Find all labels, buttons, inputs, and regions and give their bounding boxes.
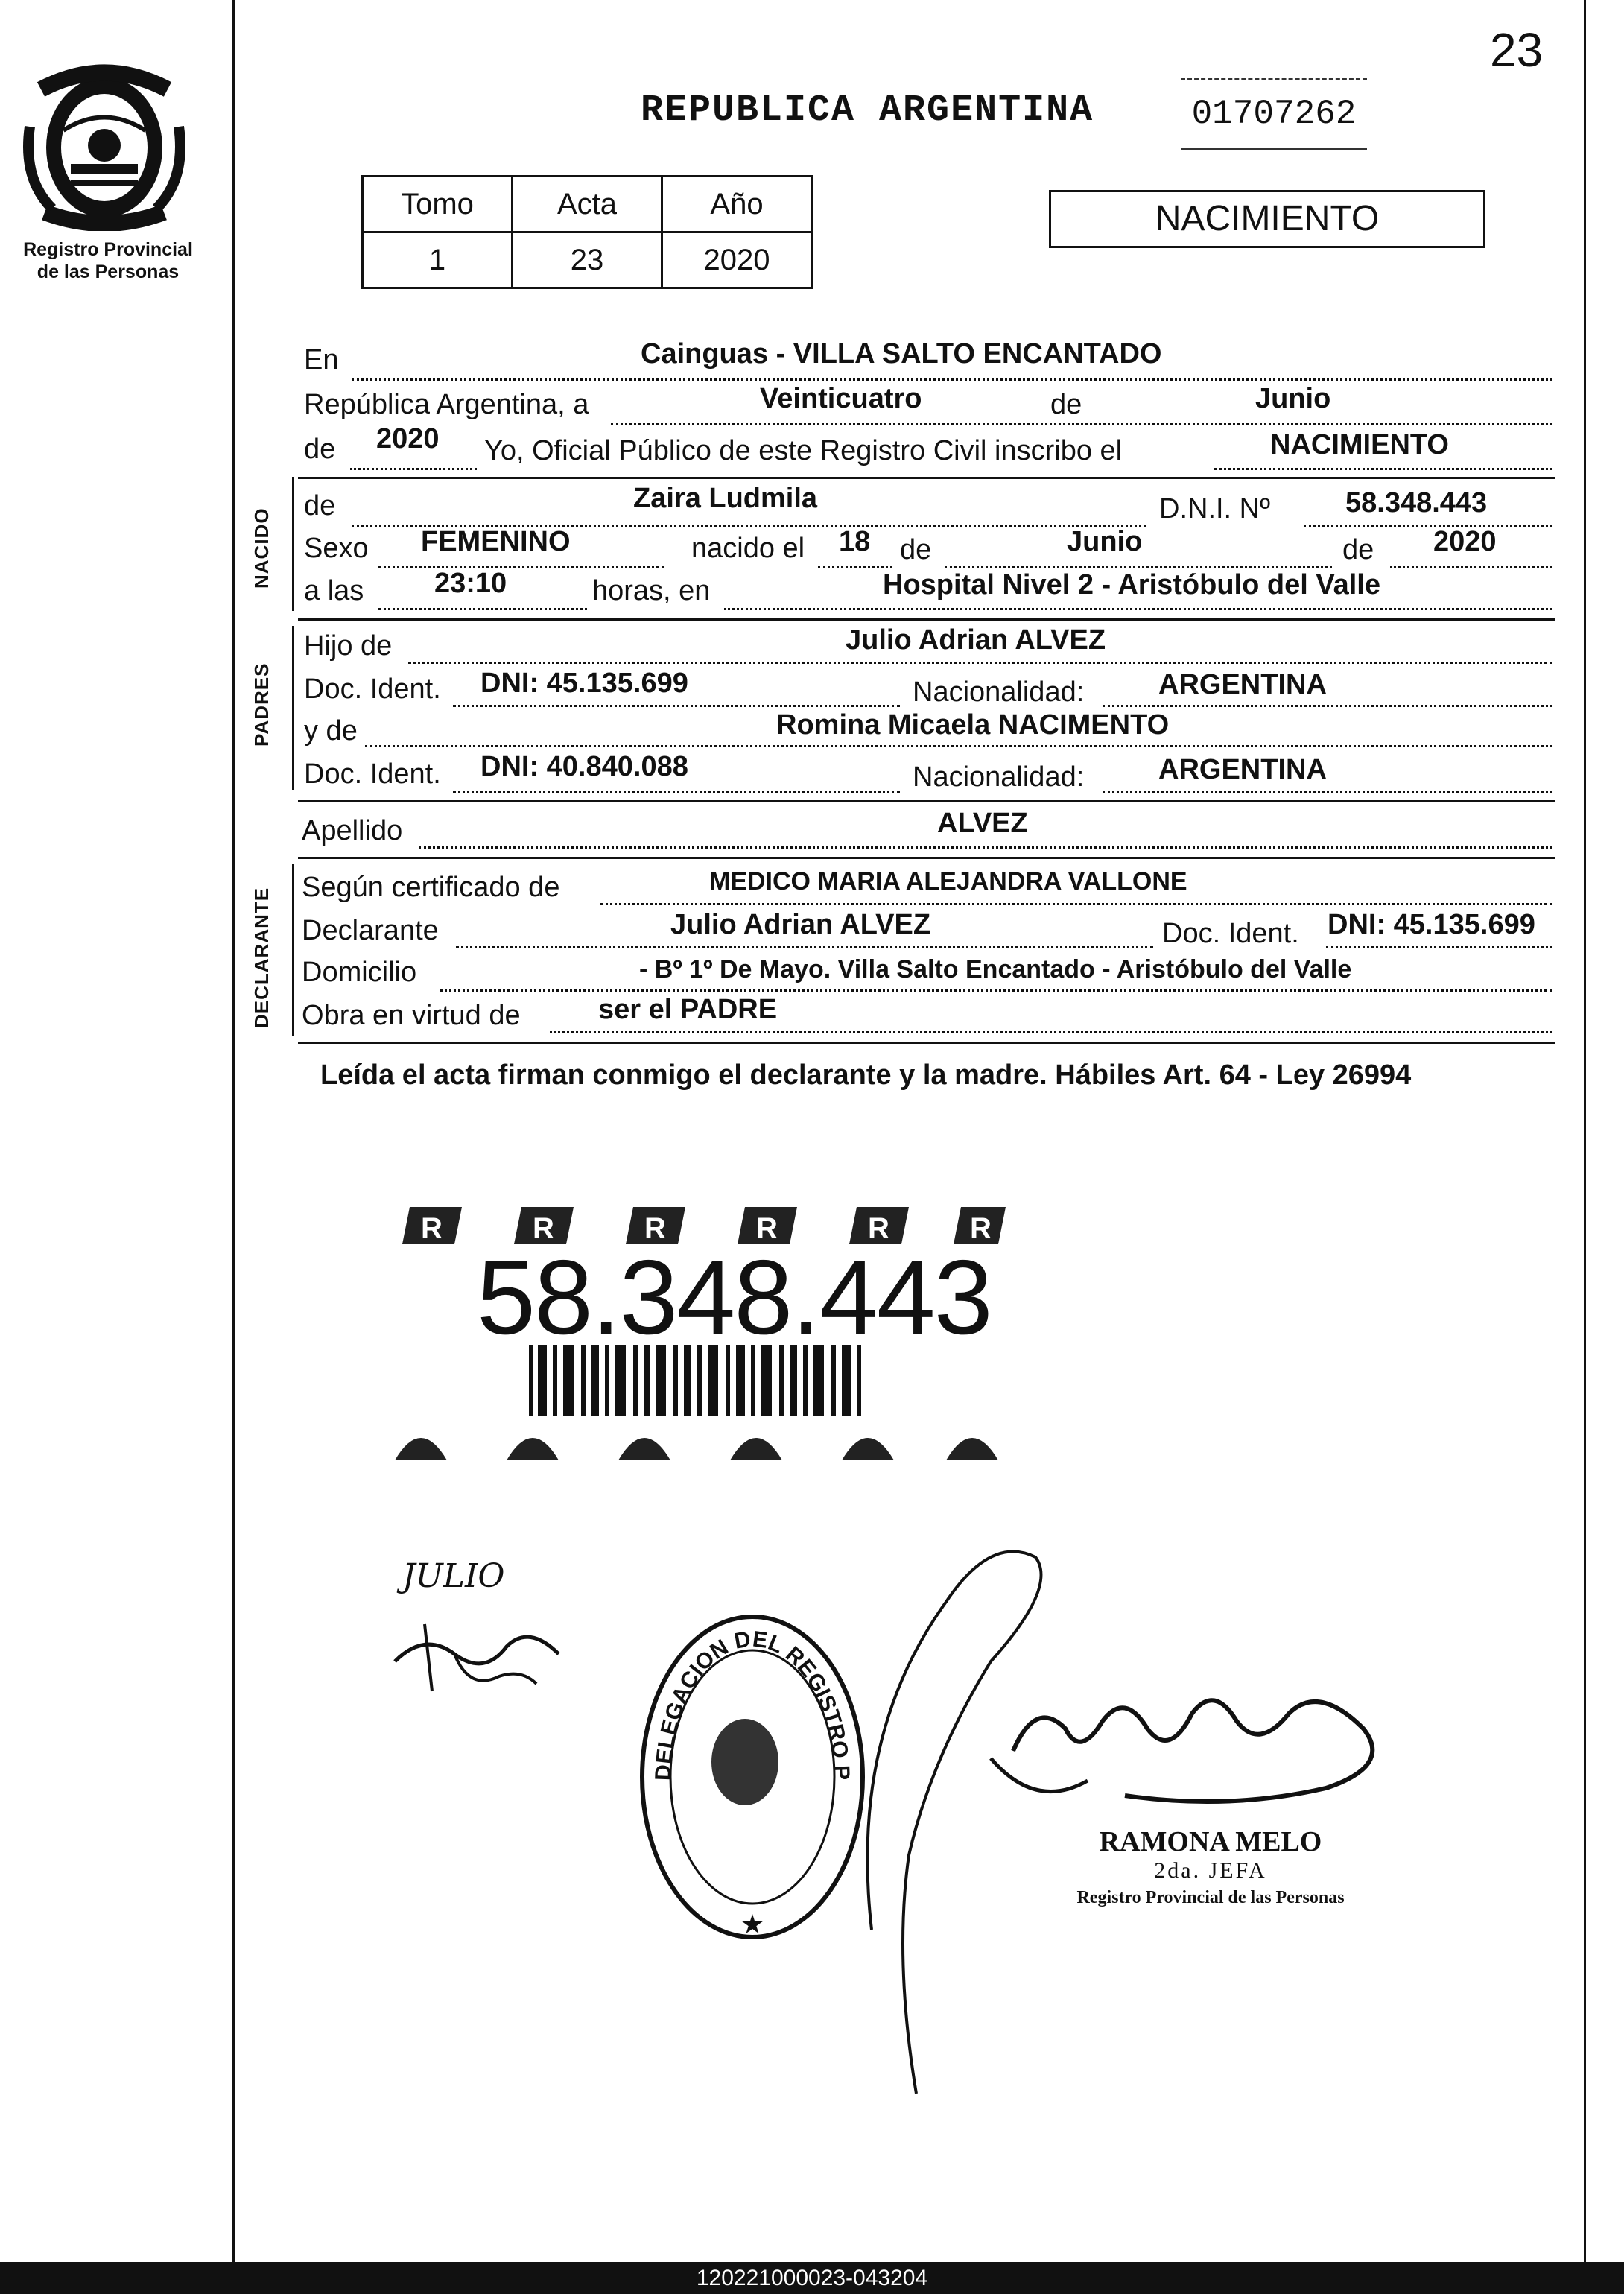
cert-value: MEDICO MARIA ALEJANDRA VALLONE [709, 867, 1187, 896]
dots [456, 946, 1153, 948]
birth-place: Hospital Nivel 2 - Aristóbulo del Valle [883, 569, 1380, 601]
section-separator [298, 857, 1555, 859]
horas-label: horas, en [592, 575, 711, 606]
domicilio-value: - Bº 1º De Mayo. Villa Salto Encantado - Aristóbulo del Valle [639, 955, 1352, 983]
declarante-bracket [292, 864, 294, 1036]
padres-bracket [292, 626, 294, 790]
hijo-de-label: Hijo de [304, 630, 393, 662]
page-number: 23 [1490, 23, 1544, 77]
dots [350, 468, 477, 470]
official-seal [626, 1594, 879, 1952]
child-sex: FEMENINO [421, 526, 571, 557]
obra-value: ser el PADRE [598, 994, 778, 1025]
svg-text:R: R [756, 1212, 778, 1245]
a-las-label: a las [304, 575, 364, 606]
birth-de-label: de [900, 534, 932, 565]
dots [611, 423, 1552, 425]
tomo-value: 1 [363, 232, 513, 288]
declarant-signature [380, 1542, 574, 1721]
father-nat-label: Nacionalidad: [913, 677, 1085, 708]
father-doc: DNI: 45.135.699 [480, 668, 688, 699]
logo-caption-line-2: de las Personas [37, 262, 180, 282]
dni-label: D.N.I. Nº [1159, 493, 1270, 525]
dots [365, 745, 1552, 747]
dots [1214, 468, 1552, 470]
sexo-label: Sexo [304, 533, 369, 564]
dots [378, 608, 587, 610]
official-signature [842, 1512, 1423, 2108]
apellido-label: Apellido [302, 815, 403, 846]
mother-doc-label: Doc. Ident. [304, 758, 441, 790]
svg-text:R: R [868, 1212, 889, 1245]
tomo-header: Tomo [363, 177, 513, 232]
section-separator [298, 618, 1555, 621]
nacido-el-label: nacido el [691, 533, 805, 564]
declarante-name: Julio Adrian ALVEZ [670, 909, 931, 940]
apellido-value: ALVEZ [937, 808, 1028, 839]
nacido-de-label: de [304, 490, 336, 522]
intro-year: 2020 [376, 423, 440, 454]
dots [1390, 566, 1552, 568]
y-de-label: y de [304, 715, 358, 747]
intro-month: Junio [1255, 383, 1331, 414]
father-nationality: ARGENTINA [1158, 669, 1327, 700]
dots [818, 566, 892, 568]
ano-value: 2020 [662, 232, 812, 288]
seal-text: DELEGACION DEL REGISTRO P [650, 1626, 854, 1781]
intro-de-label-2: de [304, 434, 336, 465]
section-separator [298, 1042, 1555, 1044]
dots [453, 705, 900, 707]
intro-de-label: de [1050, 389, 1082, 420]
dots [600, 903, 1552, 905]
padres-section-label: PADRES [250, 662, 273, 747]
svg-text:R: R [421, 1212, 443, 1245]
en-label: En [304, 344, 339, 376]
official-org: Registro Provincial de las Personas [1076, 1888, 1345, 1907]
registry-table [361, 175, 813, 289]
mother-name: Romina Micaela NACIMENTO [776, 709, 1170, 741]
mother-nat-label: Nacionalidad: [913, 761, 1085, 793]
father-name: Julio Adrian ALVEZ [846, 624, 1106, 656]
dots [1326, 946, 1552, 948]
dots [550, 1031, 1552, 1033]
dots [945, 566, 1332, 568]
obra-label: Obra en virtud de [302, 1000, 521, 1031]
intro-place: Cainguas - VILLA SALTO ENCANTADO [641, 338, 1162, 370]
father-doc-label: Doc. Ident. [304, 674, 441, 705]
ano-header: Año [662, 177, 812, 232]
dots [724, 608, 1552, 610]
birth-de-label-2: de [1342, 534, 1374, 565]
svg-text:R: R [644, 1212, 666, 1245]
child-dni: 58.348.443 [1345, 487, 1488, 519]
dots [453, 791, 900, 793]
declarante-label: Declarante [302, 915, 439, 946]
nacido-section-label: NACIDO [250, 507, 273, 589]
officer-text: Yo, Oficial Público de este Registro Civil inscribo el [484, 435, 1123, 466]
declarante-doc: DNI: 45.135.699 [1328, 909, 1535, 940]
document-id-strip: 120221000023-043204 [0, 2262, 1624, 2294]
mother-doc: DNI: 40.840.088 [480, 751, 688, 782]
nacido-bracket [292, 477, 294, 611]
decl-doc-label: Doc. Ident. [1162, 918, 1299, 949]
left-margin-line [232, 0, 235, 2262]
acta-header: Acta [513, 177, 662, 232]
sticker-number: 58.348.443 [477, 1238, 992, 1357]
cert-label: Según certificado de [302, 872, 560, 903]
acta-value: 23 [513, 232, 662, 288]
domicilio-label: Domicilio [302, 957, 417, 988]
intro-act: NACIMIENTO [1270, 429, 1449, 460]
dots [378, 566, 664, 568]
dots [1103, 791, 1552, 793]
birth-year: 2020 [1433, 526, 1497, 557]
birth-month: Junio [1067, 526, 1143, 557]
dots [408, 662, 1552, 664]
serial-number: 01707262 [1181, 78, 1367, 150]
dots [1103, 705, 1552, 707]
republic-label: República Argentina, a [304, 389, 589, 420]
official-title: 2da. JEFA [1154, 1858, 1267, 1883]
svg-text:R: R [970, 1212, 992, 1245]
official-stamp [1032, 1825, 1389, 1908]
logo-caption-line-1: Registro Provincial [23, 239, 193, 260]
province-logo [19, 60, 190, 235]
birth-time: 23:10 [434, 568, 507, 599]
dots [440, 989, 1552, 992]
right-margin-line [1584, 0, 1586, 2262]
section-separator [298, 800, 1555, 802]
country-title: REPUBLICA ARGENTINA [641, 89, 1094, 132]
closing-statement: Leída el acta firman conmigo el declarante y la madre. Hábiles Art. 64 - Ley 26994 [320, 1059, 1412, 1091]
dots [1304, 525, 1552, 527]
logo-caption [0, 238, 216, 283]
act-type-box: NACIMIENTO [1049, 190, 1485, 248]
birth-day: 18 [839, 526, 871, 557]
child-name: Zaira Ludmila [633, 483, 818, 514]
intro-day: Veinticuatro [760, 383, 922, 414]
dots [419, 846, 1552, 849]
section-separator [298, 477, 1555, 479]
svg-text:R: R [533, 1212, 554, 1245]
declarante-section-label: DECLARANTE [250, 887, 273, 1028]
official-name: RAMONA MELO [1099, 1826, 1322, 1857]
dots [352, 378, 1552, 381]
mother-nationality: ARGENTINA [1158, 754, 1327, 785]
svg-text:★: ★ [740, 1909, 765, 1939]
signature-text: JULIO [402, 1557, 505, 1595]
